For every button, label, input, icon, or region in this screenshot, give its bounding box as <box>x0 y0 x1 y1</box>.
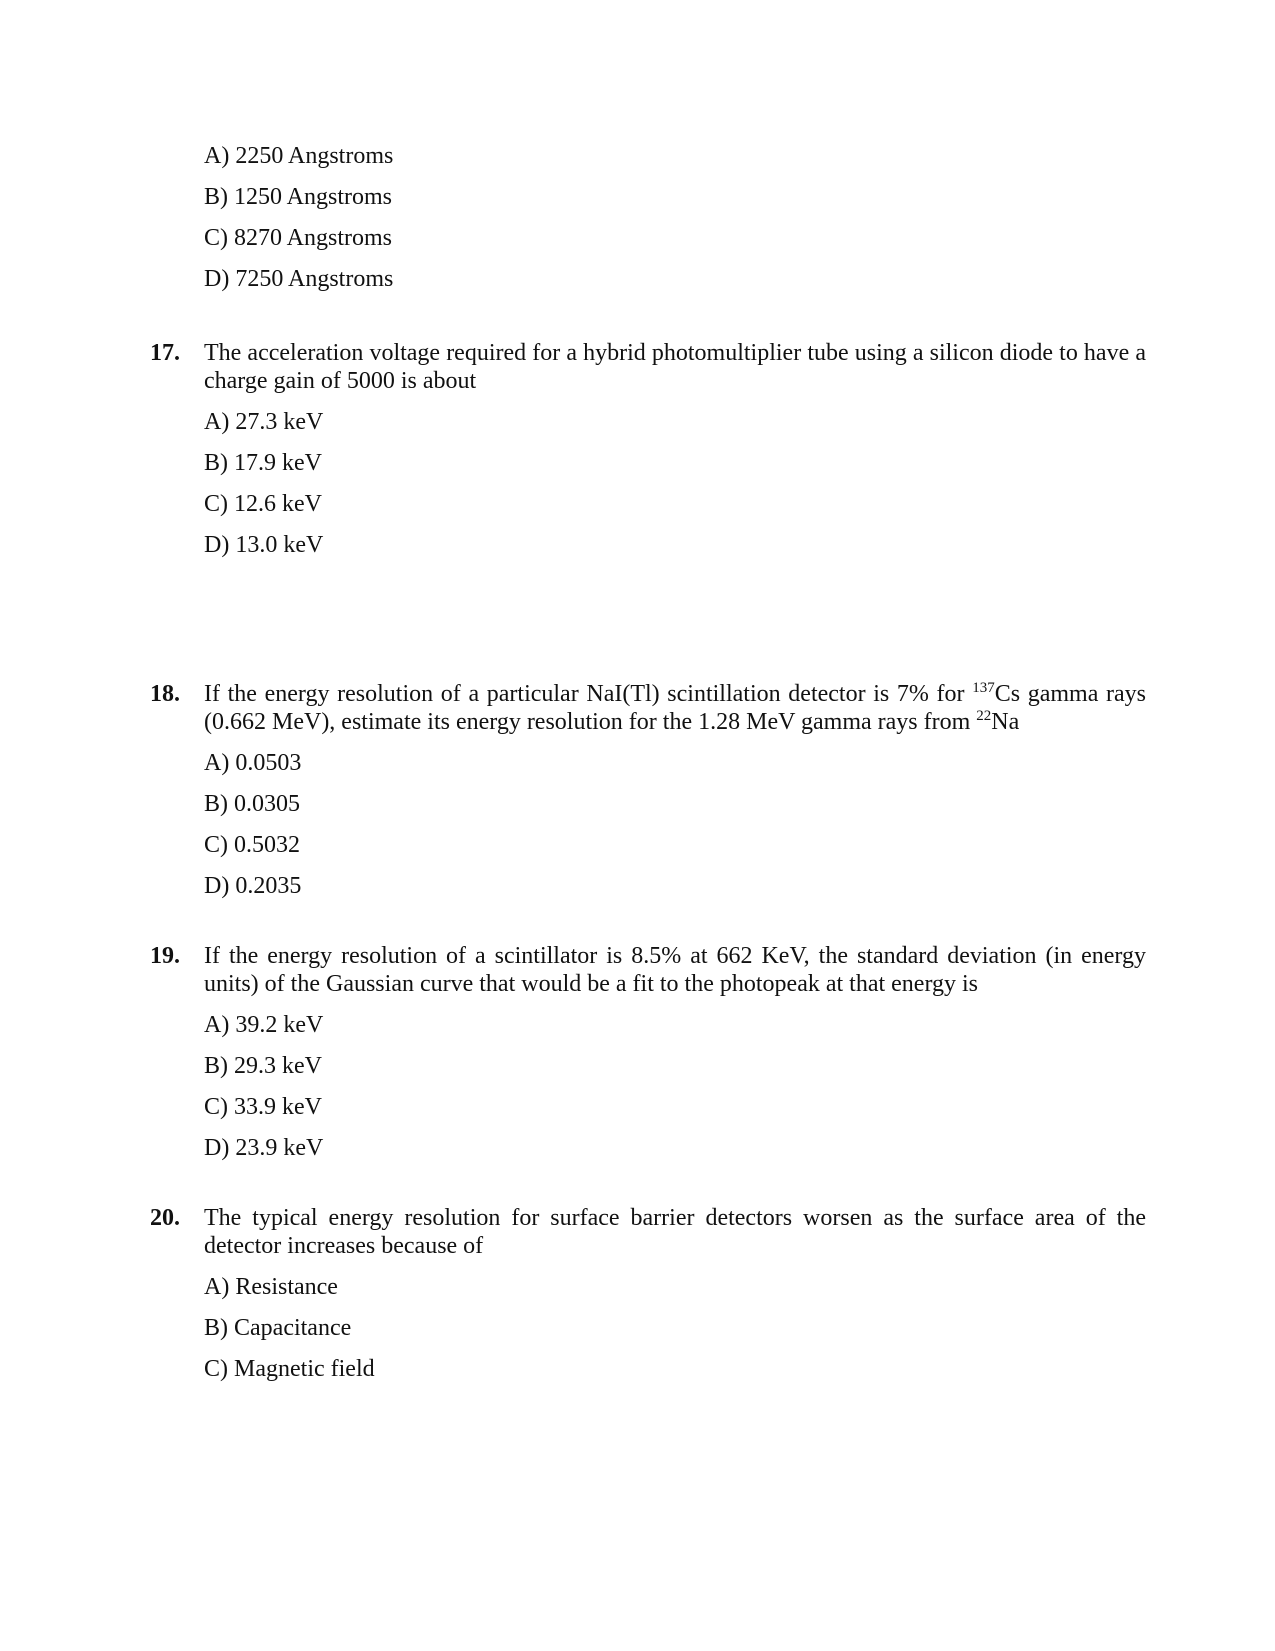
isotope-mass-number: 137 <box>972 680 995 696</box>
option-a: A) Resistance <box>204 1274 338 1300</box>
option-d: D) 7250 Angstroms <box>204 266 394 292</box>
question-number: 20. <box>150 1205 180 1231</box>
option-b: B) 17.9 keV <box>204 450 322 476</box>
options-list <box>204 1273 1146 1383</box>
option-d: D) 13.0 keV <box>204 532 324 558</box>
option-c: C) 12.6 keV <box>204 491 322 517</box>
question-17 <box>150 339 1146 572</box>
question-20 <box>150 1204 1146 1396</box>
option-a: A) 2250 Angstroms <box>204 143 394 169</box>
question-18 <box>150 680 1146 913</box>
isotope-mass-number: 22 <box>976 708 992 724</box>
question-19 <box>150 942 1146 1175</box>
question-number: 17. <box>150 340 180 366</box>
option-b: B) 29.3 keV <box>204 1053 322 1079</box>
options-list <box>204 749 1146 900</box>
option-b: B) Capacitance <box>204 1315 352 1341</box>
option-c: C) 8270 Angstroms <box>204 225 393 251</box>
carryover-options <box>204 142 393 306</box>
question-text: If the energy resolution of a particular NaI(Tl) scintillation detector is 7% for $^{137}$Cs gamma rays (0.662 MeV), estimate its energy resolution for the 1.28 MeV gamma rays from $^{22}$Na <box>204 680 1146 735</box>
option-c: C) 33.9 keV <box>204 1094 322 1120</box>
question-number: 19. <box>150 943 180 969</box>
option-a: A) 0.0503 <box>204 750 302 776</box>
option-a: A) 27.3 keV <box>204 409 324 435</box>
option-b: B) 1250 Angstroms <box>204 184 393 210</box>
option-d: D) 0.2035 <box>204 873 302 899</box>
question-text: If the energy resolution of a scintillator is 8.5% at 662 KeV, the standard deviation (in energy units) of the Gaussian curve that would be a fit to the photopeak at that energy is <box>204 943 1146 997</box>
option-c: C) Magnetic field <box>204 1356 375 1382</box>
option-a: A) 39.2 keV <box>204 1012 324 1038</box>
options-list <box>204 408 1146 559</box>
question-text: The acceleration voltage required for a hybrid photomultiplier tube using a silicon diode to have a charge gain of 5000 is about <box>204 340 1146 394</box>
question-text: The typical energy resolution for surface barrier detectors worsen as the surface area of the detector increases because of <box>204 1205 1146 1259</box>
options-list <box>204 1011 1146 1162</box>
option-b: B) 0.0305 <box>204 791 300 817</box>
option-c: C) 0.5032 <box>204 832 300 858</box>
question-number: 18. <box>150 681 180 707</box>
option-d: D) 23.9 keV <box>204 1135 324 1161</box>
